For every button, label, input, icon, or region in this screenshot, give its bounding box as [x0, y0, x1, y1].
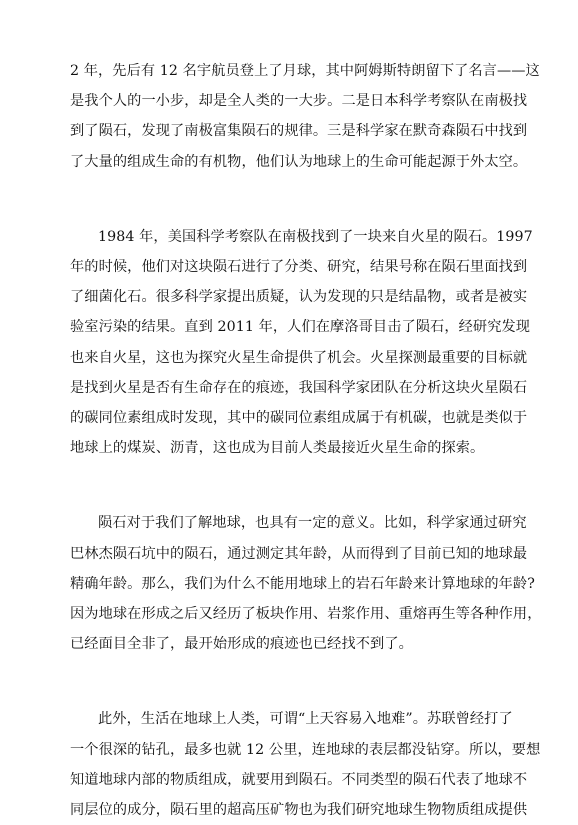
text-line: 一个很深的钻孔，最多也就 12 公里，连地球的表层都没钻穿。所以，要想 [70, 741, 541, 758]
text-line: 2 年，先后有 12 名宇航员登上了月球，其中阿姆斯特朗留下了名言——这 [70, 63, 540, 79]
text-line: 是我个人的一小步，却是全人类的一大步。二是日本科学考察队在南极找 [70, 93, 528, 110]
text-line: 到了陨石，发现了南极富集陨石的规律。三是科学家在默奇森陨石中找到 [70, 123, 528, 140]
text-line: 年的时候，他们对这块陨石进行了分类、研究，结果号称在陨石里面找到 [70, 259, 528, 276]
paragraph-spacer [70, 659, 508, 704]
paragraph-spacer [70, 177, 508, 222]
paragraph-spacer [70, 463, 508, 508]
text-line: 验室污染的结果。直到 2011 年，人们在摩洛哥目击了陨石，经研究发现 [70, 319, 531, 336]
text-line: 知道地球内部的物质组成，就要用到陨石。不同类型的陨石代表了地球不 [70, 771, 528, 788]
text-line: 1984 年，美国科学考察队在南极找到了一块来自火星的陨石。1997 [98, 228, 533, 245]
text-line: 了大量的组成生命的有机物，他们认为地球上的生命可能起源于外太空。 [70, 153, 528, 170]
paragraph-2 [70, 222, 533, 464]
paragraph-4 [70, 704, 541, 825]
text-line: 同层位的成分，陨石里的超高压矿物也为我们研究地球生物物质组成提供 [70, 802, 528, 819]
text-line: 陨石对于我们了解地球，也具有一定的意义。比如，科学家通过研究 [98, 515, 527, 532]
text-line: 了细菌化石。很多科学家提出质疑，认为发现的只是结晶物，或者是被实 [70, 289, 528, 306]
text-line: 是找到火星是否有生命存在的痕迹，我国科学家团队在分析这块火星陨石 [70, 379, 528, 396]
paragraph-1 [70, 56, 540, 177]
text-line: 巴林杰陨石坑中的陨石，通过测定其年龄，从而得到了目前已知的地球最 [70, 545, 528, 562]
paragraph-3 [70, 508, 542, 659]
text-line: 已经面目全非了，最开始形成的痕迹也已经找不到了。 [70, 636, 413, 653]
text-line: 此外，生活在地球上人类，可谓“上天容易入地难”。苏联曾经打了 [98, 711, 513, 728]
text-line: 精确年龄。那么，我们为什么不能用地球上的岩石年龄来计算地球的年龄? [70, 575, 535, 592]
text-line: 因为地球在形成之后又经历了板块作用、岩浆作用、重熔再生等各种作用， [70, 606, 542, 623]
text-line: 也来自火星，这也为探究火星生命提供了机会。火星探测最重要的目标就 [70, 349, 528, 366]
text-line: 地球上的煤炭、沥青，这也成为目前人类最接近火星生命的探索。 [70, 440, 485, 457]
text-line: 的碳同位素组成时发现，其中的碳同位素组成属于有机碳，也就是类似于 [70, 410, 528, 427]
